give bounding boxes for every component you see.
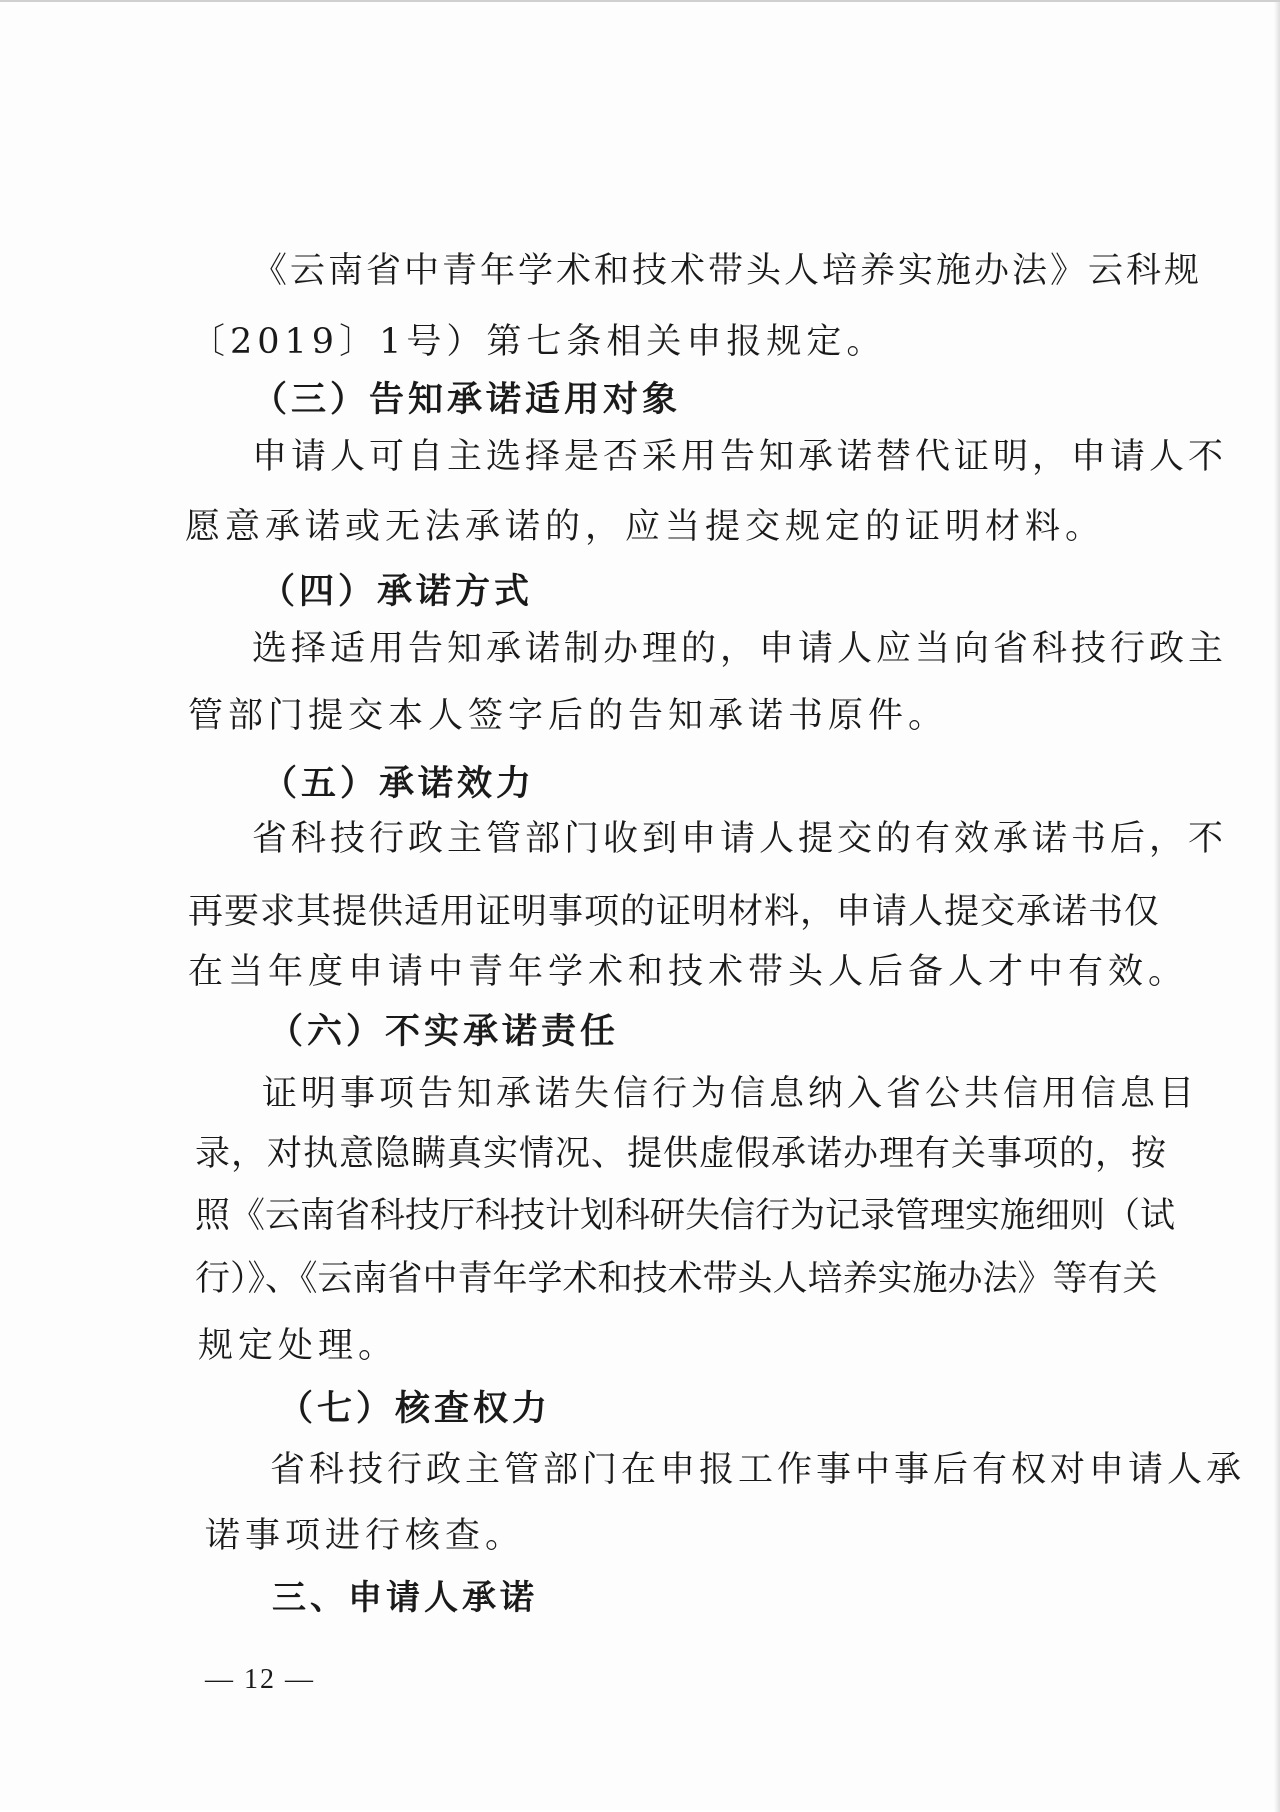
body-line-11: 再要求其提供适用证明事项的证明材料，申请人提交承诺书仅 xyxy=(188,892,1161,932)
body-line-21: 诺事项进行核查。 xyxy=(205,1516,526,1556)
body-line-20: 省科技行政主管部门在申报工作事中事后有权对申请人承 xyxy=(270,1450,1246,1490)
body-line-17: 行）》、《云南省中青年学术和技术带头人培养实施办法》等有关 xyxy=(195,1259,1158,1299)
body-line-8: 管部门提交本人签字后的告知承诺书原件。 xyxy=(188,696,949,736)
body-line-1: 《云南省中青年学术和技术带头人培养实施办法》云科规 xyxy=(252,251,1203,291)
section-heading-4: （四）承诺方式 xyxy=(260,572,534,612)
section-heading-3: （三）告知承诺适用对象 xyxy=(252,380,682,420)
section-heading-6: （六）不实承诺责任 xyxy=(268,1012,620,1052)
body-line-16: 照《云南省科技厅科技计划科研失信行为记录管理实施细则（试 xyxy=(195,1196,1176,1236)
body-line-2: 〔2019〕1号）第七条相关申报规定。 xyxy=(190,322,887,362)
section-heading-7: （七）核查权力 xyxy=(278,1389,552,1429)
body-line-7: 选择适用告知承诺制办理的，申请人应当向省科技行政主 xyxy=(252,629,1228,669)
body-line-5: 愿意承诺或无法承诺的，应当提交规定的证明材料。 xyxy=(185,507,1106,547)
page-number: — 12 — xyxy=(205,1664,315,1695)
body-line-12: 在当年度申请中青年学术和技术带头人后备人才中有效。 xyxy=(188,952,1189,992)
section-heading-5: （五）承诺效力 xyxy=(262,764,536,804)
body-line-4: 申请人可自主选择是否采用告知承诺替代证明，申请人不 xyxy=(252,437,1228,477)
body-line-15: 录，对执意隐瞒真实情况、提供虚假承诺办理有关事项的，按 xyxy=(195,1134,1168,1174)
body-line-14: 证明事项告知承诺失信行为信息纳入省公共信用信息目 xyxy=(262,1074,1199,1114)
body-line-18: 规定处理。 xyxy=(198,1326,399,1366)
part-heading-3: 三、申请人承诺 xyxy=(272,1578,538,1618)
body-line-10: 省科技行政主管部门收到申请人提交的有效承诺书后，不 xyxy=(252,819,1228,859)
scan-edge-shadow xyxy=(1274,2,1280,1812)
